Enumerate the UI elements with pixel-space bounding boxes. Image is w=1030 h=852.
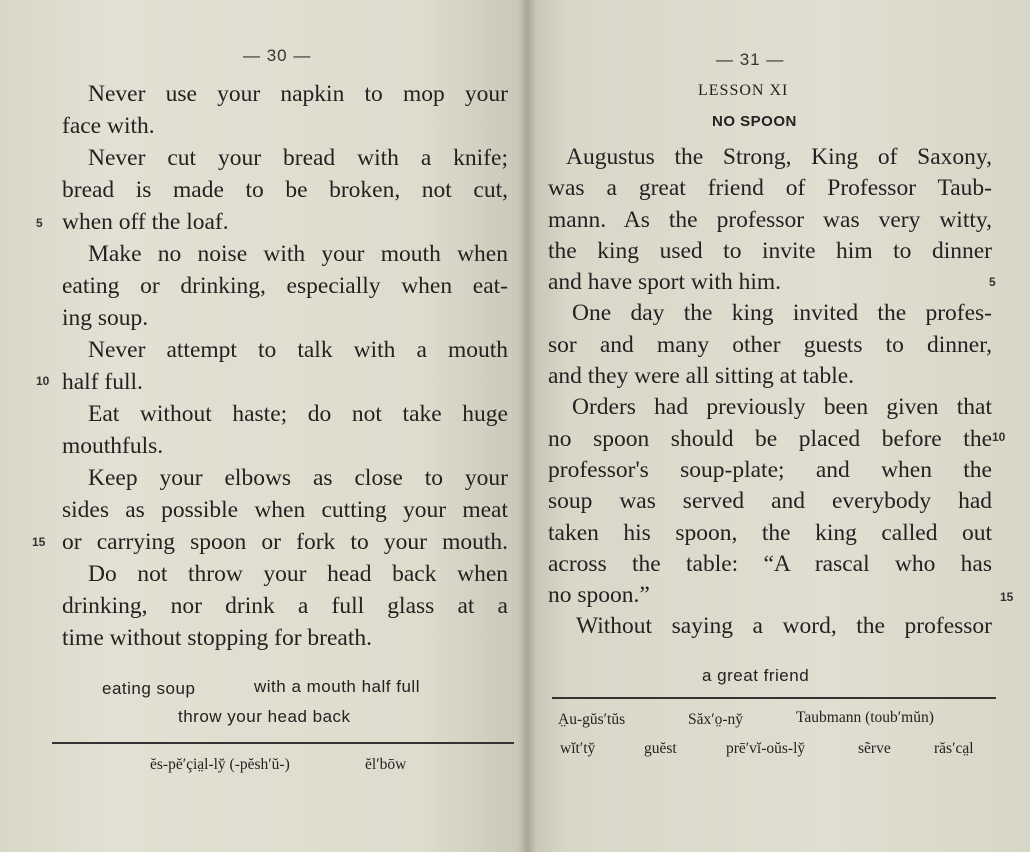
text-line: half full.: [62, 369, 143, 395]
right-body-text: [548, 142, 992, 643]
right-page: [528, 0, 1030, 852]
line-number: 10: [992, 430, 1006, 444]
text-line: and they were all sitting at table.: [548, 363, 855, 390]
text-line: ing soup.: [62, 305, 149, 331]
text-line: One day the king invited the profes-: [572, 300, 992, 327]
pronunciation: guĕst: [644, 740, 677, 757]
text-line: was a great friend of Professor Taub-: [548, 175, 992, 202]
text-line: eating or drinking, especially when eat-: [62, 273, 508, 299]
vocab-phrase: eating soup: [102, 679, 196, 698]
text-line: Orders had previously been given that: [572, 394, 992, 421]
pronunciation: Taubmann (toub′mŭn): [796, 709, 934, 726]
text-line: Do not throw your head back when: [88, 561, 508, 587]
pronunciation: ĕl′bōw: [365, 756, 407, 773]
text-line: Never attempt to talk with a mouth: [88, 337, 508, 363]
text-line: the king used to invite him to dinner: [548, 237, 992, 264]
footnote-rule: [52, 742, 514, 744]
pronunciation: prē′vĭ-oŭs-ly̆: [726, 740, 806, 757]
line-number: 5: [989, 275, 996, 289]
text-line: mann. As the professor was very witty,: [548, 206, 992, 233]
text-line: or carrying spoon or fork to your mouth.: [62, 529, 508, 555]
text-line: drinking, nor drink a full glass at a: [62, 593, 508, 619]
text-line: face with.: [62, 113, 155, 139]
pronunciation: Săx′o̤-ny̆: [688, 711, 744, 728]
text-line: taken his spoon, the king called out: [548, 519, 992, 546]
text-line: Keep your elbows as close to your: [88, 465, 508, 491]
pronunciation: A̤u-gŭs′tŭs: [558, 711, 626, 728]
lesson-title: NO SPOON: [712, 113, 797, 130]
text-line: sides as possible when cutting your meat: [62, 497, 508, 523]
line-number: 15: [32, 535, 46, 549]
text-line: soup was served and everybody had: [548, 488, 992, 515]
text-line: sor and many other guests to dinner,: [548, 331, 992, 358]
text-line: bread is made to be broken, not cut,: [62, 177, 508, 203]
page-number: — 30 —: [243, 46, 312, 65]
text-line: no spoon.”: [548, 582, 650, 609]
page-number: — 31 —: [716, 50, 785, 69]
text-line: Make no noise with your mouth when: [88, 241, 508, 267]
vocab-phrase: throw your head back: [178, 707, 351, 726]
text-line: time without stopping for breath.: [62, 625, 373, 651]
text-line: Without saying a word, the professor: [576, 613, 992, 640]
text-line: and have sport with him.: [548, 269, 782, 296]
text-line: Eat without haste; do not take huge: [88, 401, 508, 427]
text-line: Never cut your bread with a knife;: [88, 145, 508, 171]
lesson-heading: LESSON XI: [698, 82, 789, 99]
line-number: 15: [1000, 590, 1014, 604]
pronunciation: wĭt′ty̆: [560, 740, 596, 757]
book-gutter: [518, 0, 536, 852]
text-line: across the table: “A rascal who has: [548, 550, 992, 577]
text-line: when off the loaf.: [62, 209, 229, 235]
text-line: no spoon should be placed before the: [548, 425, 992, 452]
vocab-phrase: a great friend: [702, 666, 810, 685]
footnote-rule: [552, 697, 996, 699]
pronunciation: răs′ca̤l: [934, 740, 974, 757]
text-line: professor's soup-plate; and when the: [548, 456, 992, 483]
pronunciation: ĕs-pĕ′çia̤l-ly̆ (-pĕsh′ŭ-): [150, 756, 290, 773]
text-line: Never use your napkin to mop your: [88, 81, 508, 107]
left-body-text: [62, 78, 508, 654]
pronunciation: sẽrve: [858, 740, 891, 757]
line-number: 5: [36, 216, 43, 230]
vocab-phrase: with a mouth half full: [254, 677, 420, 696]
text-line: mouthfuls.: [62, 433, 164, 459]
text-line: Augustus the Strong, King of Saxony,: [566, 144, 992, 170]
line-number: 10: [36, 374, 50, 388]
